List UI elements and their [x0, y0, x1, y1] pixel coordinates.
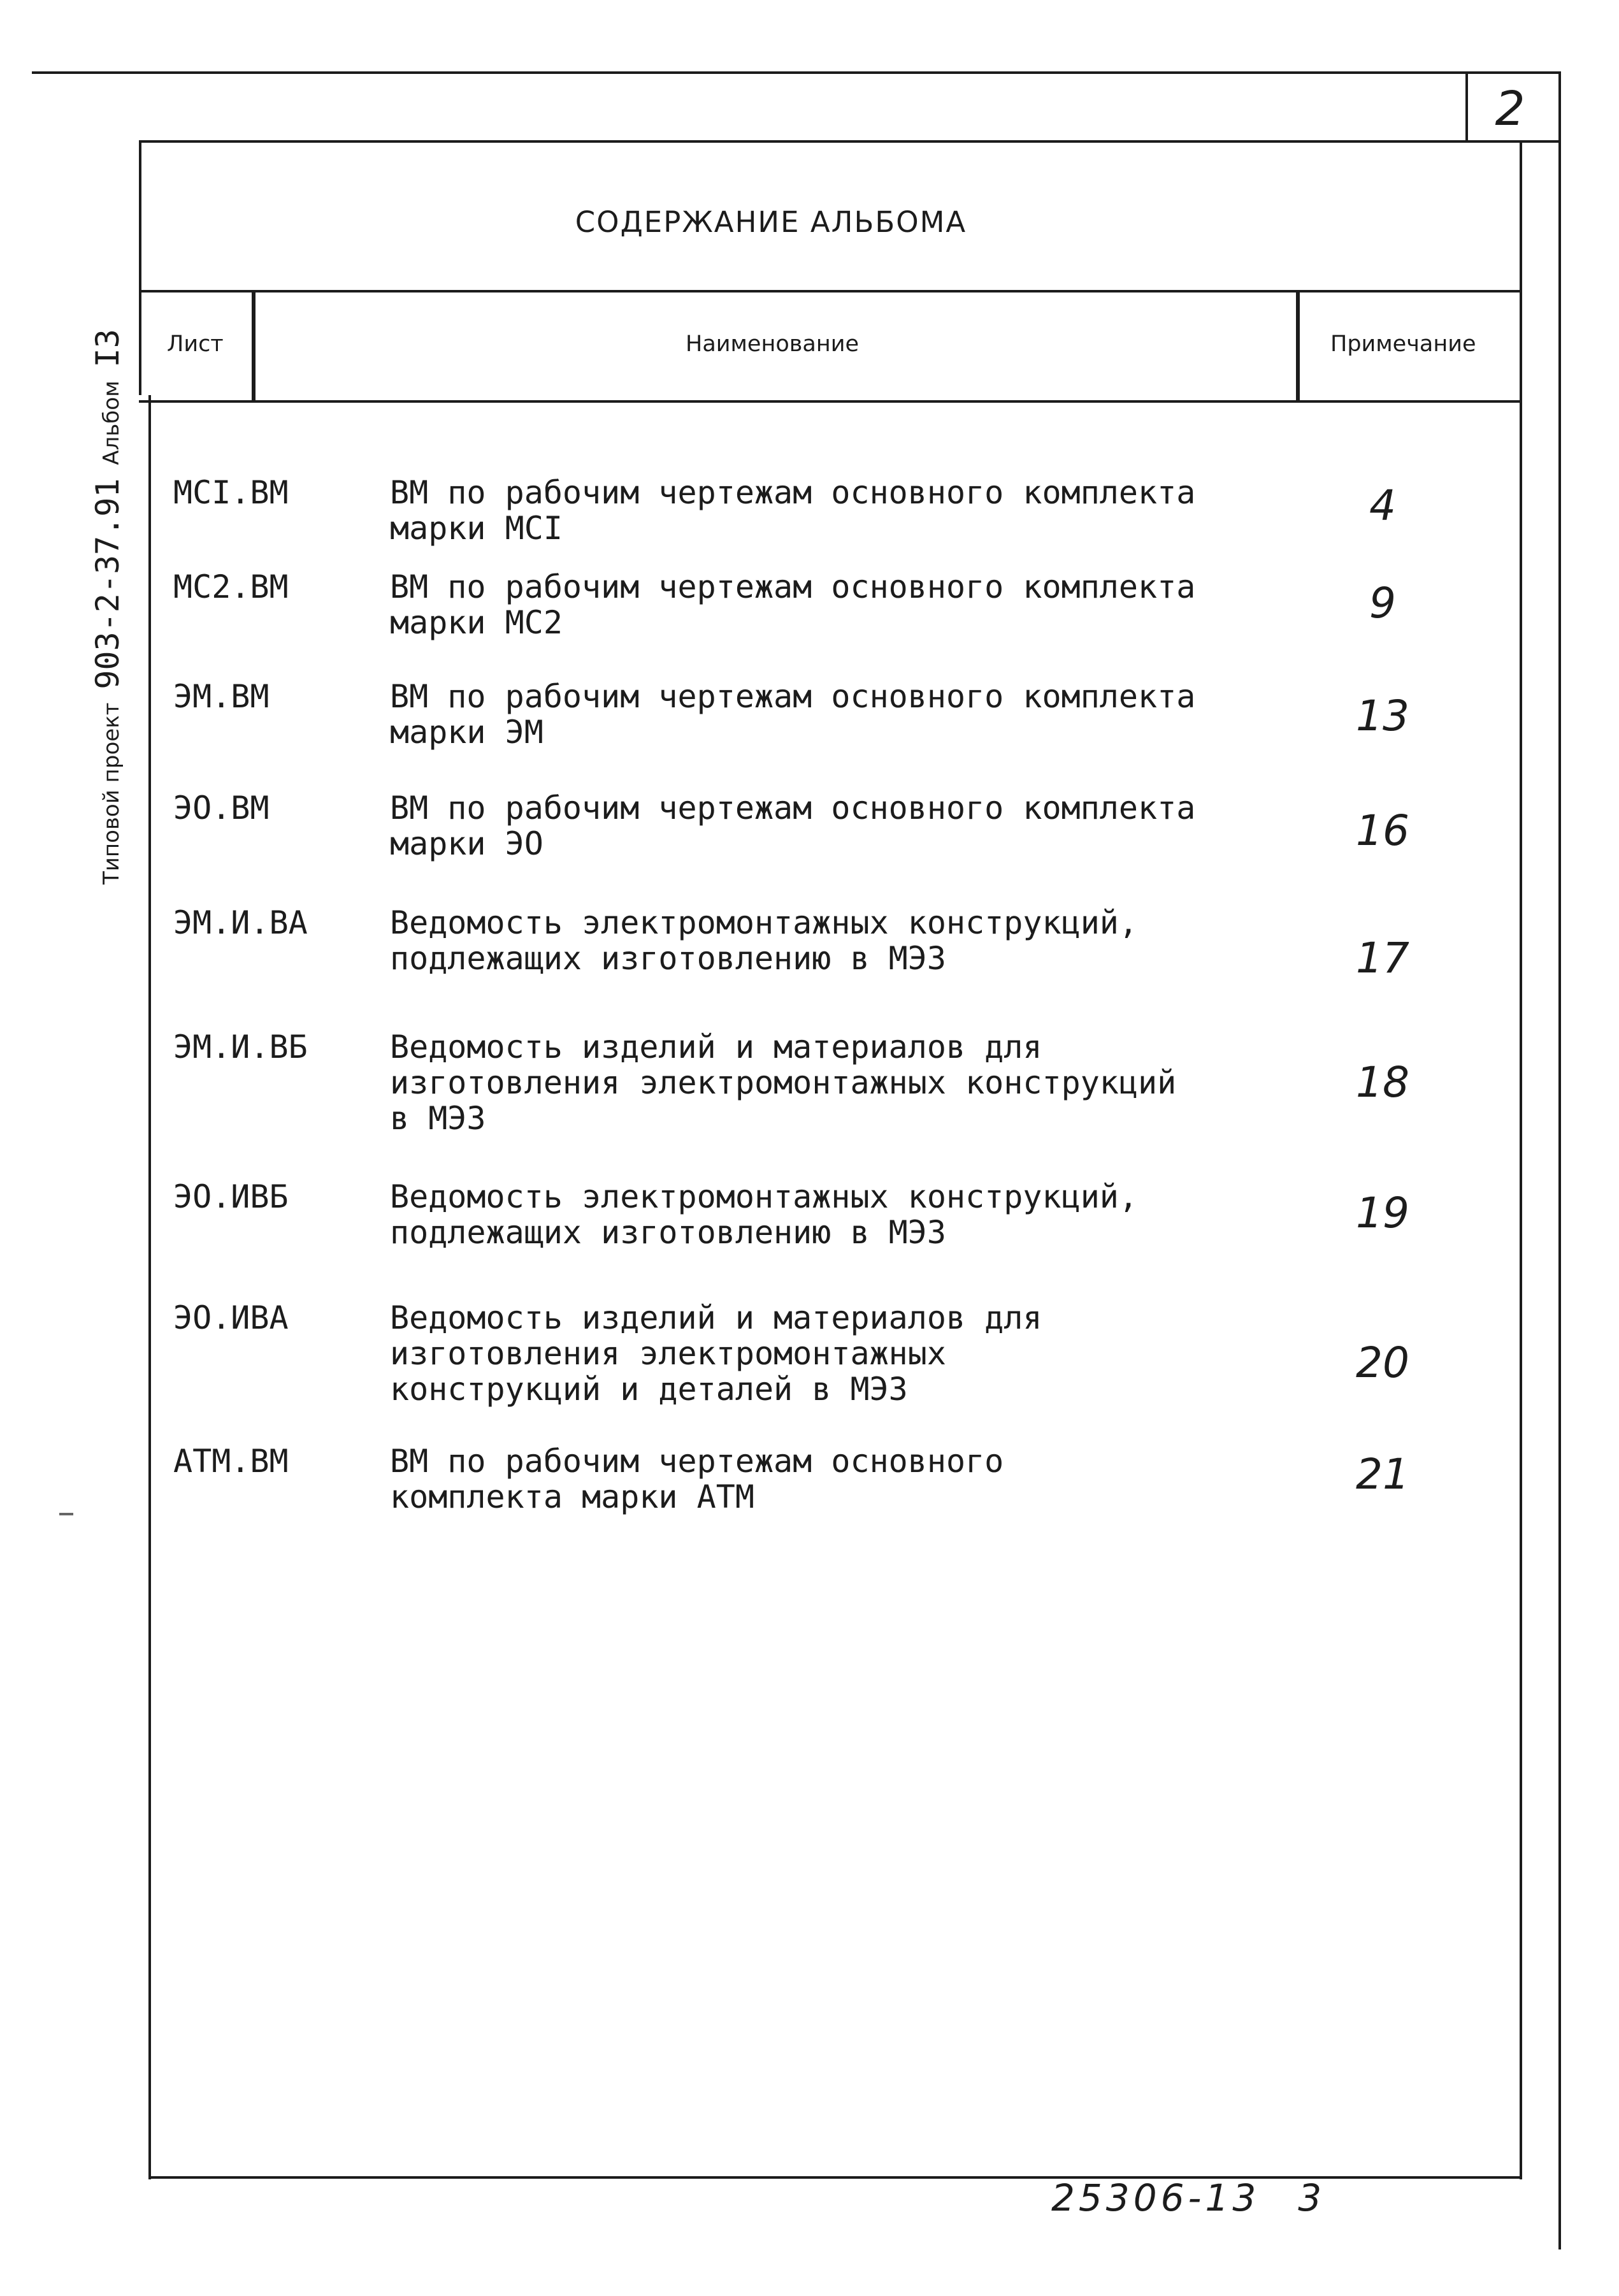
page-reference: 18	[1356, 1058, 1409, 1107]
inner-frame-right	[1520, 140, 1522, 2179]
sheet-title-line: изготовления электромонтажных конструкций	[390, 1064, 1177, 1101]
page-reference: 9	[1369, 579, 1396, 628]
sheet-title-line: в МЭЗ	[390, 1100, 486, 1137]
contents-row	[0, 569, 1619, 671]
sheet-title-line: Ведомость изделий и материалов для	[390, 1029, 1042, 1065]
sheet-code: МСI.ВМ	[173, 474, 289, 511]
sheet-title-line: подлежащих изготовлению в МЭЗ	[390, 1214, 946, 1251]
page-reference: 16	[1356, 806, 1409, 855]
sheet-code: ЭМ.И.ВБ	[173, 1029, 308, 1065]
doc-number-code: 25306-13	[1051, 2176, 1260, 2220]
page-reference: 19	[1356, 1188, 1409, 1238]
sheet-title-line: конструкций и деталей в МЭЗ	[390, 1371, 908, 1408]
outer-frame-right	[1558, 71, 1561, 2249]
page-reference: 13	[1356, 691, 1409, 740]
sheet-title	[390, 905, 1282, 976]
col-header-sheet: Лист	[167, 331, 224, 357]
top-edge-line	[32, 71, 1561, 74]
sheet-code: МС2.ВМ	[173, 568, 289, 605]
sheet-title-line: изготовления электромонтажных	[390, 1335, 946, 1372]
col-divider-1	[252, 291, 255, 401]
sheet-title-line: ВМ по рабочим чертежам основного комплекта	[390, 678, 1196, 715]
header-rule	[139, 400, 1522, 403]
page-number: 2	[1495, 82, 1525, 136]
sheet-title	[390, 475, 1282, 546]
contents-row	[0, 475, 1619, 577]
sheet-title-line: марки ЭО	[390, 825, 543, 862]
inner-frame-left	[139, 140, 141, 395]
sheet-code: ЭМ.И.ВА	[173, 904, 308, 941]
sheet-code: ЭО.ВМ	[173, 790, 270, 827]
sheet-title-line: Ведомость электромонтажных конструкций,	[390, 1178, 1138, 1215]
sheet-title-line: ВМ по рабочим чертежам основного комплекта	[390, 790, 1196, 827]
album-title: СОДЕРЖАНИЕ АЛЬБОМА	[575, 205, 967, 239]
title-rule	[139, 290, 1522, 292]
contents-row	[0, 1179, 1619, 1281]
sheet-title-line: ВМ по рабочим чертежам основного комплекта	[390, 474, 1196, 511]
sheet-title	[390, 1443, 1282, 1515]
sheet-title-line: комплекта марки АТМ	[390, 1478, 754, 1515]
sheet-title-line: марки МС2	[390, 604, 563, 641]
stamp-prefix: Типовой проект	[99, 702, 124, 884]
page-reference: 20	[1356, 1338, 1409, 1387]
sheet-title-line: марки ЭМ	[390, 714, 543, 751]
sheet-title	[390, 569, 1282, 640]
col-divider-2	[1296, 291, 1300, 401]
sheet-code: ЭО.ИВА	[173, 1299, 289, 1336]
sheet-title	[390, 679, 1282, 750]
stamp-project: 903-2-37.91	[89, 478, 126, 690]
stamp-album-label: Альбом	[99, 380, 124, 465]
contents-row	[0, 1443, 1619, 1545]
sheet-title	[390, 790, 1282, 862]
document-number	[1051, 2176, 1325, 2220]
sheet-title-line: подлежащих изготовлению в МЭЗ	[390, 940, 946, 977]
contents-row	[0, 905, 1619, 1007]
outer-frame-top	[139, 140, 1561, 143]
sheet-title-line: марки МСI	[390, 510, 563, 547]
page-number-box-left	[1465, 71, 1468, 143]
sheet-title	[390, 1179, 1282, 1250]
contents-row	[0, 1299, 1619, 1408]
sheet-title-line: ВМ по рабочим чертежам основного комплекта	[390, 568, 1196, 605]
doc-sheet-number: 3	[1298, 2176, 1326, 2220]
sheet-title-line: Ведомость электромонтажных конструкций,	[390, 904, 1138, 941]
col-header-note: Примечание	[1330, 331, 1476, 357]
sheet-code: АТМ.ВМ	[173, 1443, 289, 1480]
page-reference: 21	[1356, 1450, 1409, 1499]
sheet-title-line: Ведомость изделий и материалов для	[390, 1299, 1042, 1336]
contents-row	[0, 1029, 1619, 1137]
sheet-title	[390, 1300, 1282, 1407]
stamp-album-number: I3	[89, 329, 126, 368]
sheet-title-line: ВМ по рабочим чертежам основного	[390, 1443, 1004, 1480]
sheet-code: ЭО.ИВБ	[173, 1178, 289, 1215]
sheet-title	[390, 1029, 1282, 1136]
contents-row	[0, 790, 1619, 892]
sheet-code: ЭМ.ВМ	[173, 678, 270, 715]
col-header-name: Наименование	[686, 331, 859, 357]
page-reference: 4	[1369, 481, 1396, 530]
page-reference: 17	[1356, 934, 1409, 983]
margin-mark	[59, 1513, 73, 1515]
contents-row	[0, 679, 1619, 781]
